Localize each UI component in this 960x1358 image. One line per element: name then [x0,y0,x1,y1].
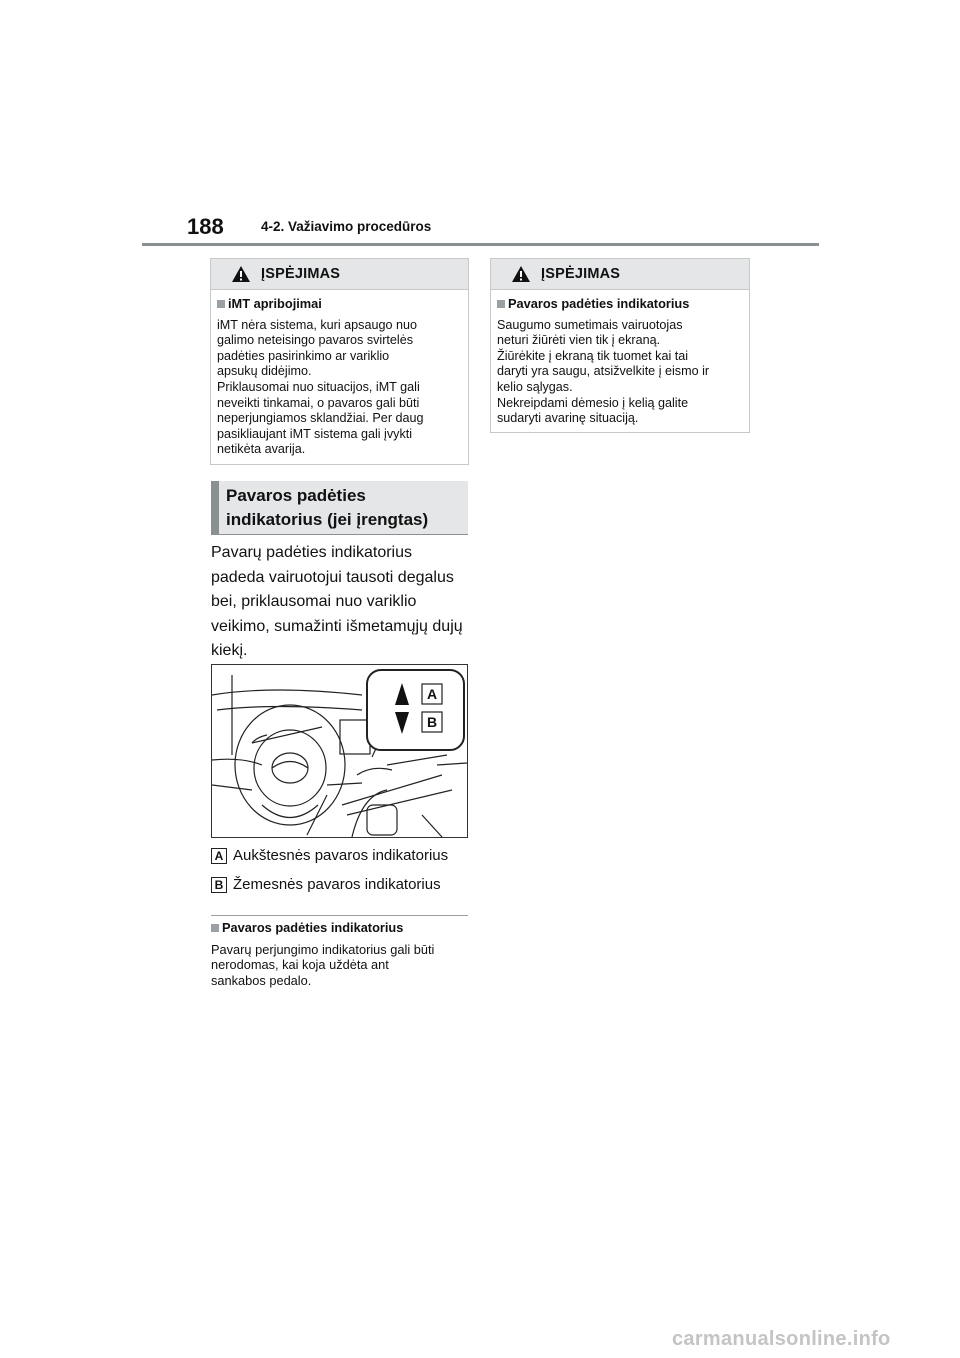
warning-title: ĮSPĖJIMAS [541,266,621,282]
warning-text: iMT nėra sistema, kuri apsaugo nuo galimo neteisingo pavaros svirtelės padėties pasirinkimo ar variklio apsukų didėjimo. Priklausomai nuo situacijos, iMT gali neveikti tinkamai, o pavaros gali būti neperjungiamos sklandžiai. Per daug pasikliaujant iMT sistema gali įvykti netikėta avarija. [217,317,424,457]
bullet-square-icon [217,300,225,308]
callout-label-a: A [426,686,438,702]
warning-triangle-icon [511,265,531,283]
warning-subtitle-text: Pavaros padėties indikatorius [508,296,690,311]
warning-subtitle [497,296,743,312]
note-block [211,920,468,988]
section-heading-text: Pavaros padėties indikatorius (jei įrengtas) [226,486,429,529]
note-divider [211,915,468,916]
warning-body [491,290,749,435]
note-title [211,920,468,936]
warning-box-imt [210,258,469,465]
legend-text-b: Žemesnės pavaros indikatorius [233,876,441,893]
warning-subtitle-text: iMT apribojimai [228,296,322,311]
section-body-text: Pavarų padėties indikatorius padeda vairuotojui tausoti degalus bei, priklausomai nuo variklio veikimo, sumažinti išmetamųjų dujų kiekį. [211,544,463,659]
legend-key-b: B [211,877,227,893]
warning-triangle-icon [231,265,251,283]
warning-subtitle [217,296,462,312]
legend-item-b [211,876,441,893]
warning-title: ĮSPĖJIMAS [261,266,341,282]
section-heading [211,481,468,535]
warning-text: Saugumo sumetimais vairuotojas neturi žiūrėti vien tik į ekraną. Žiūrėkite į ekraną tik tuomet kai tai daryti yra saugu, atsižvelkite į eismo ir kelio sąlygas. Nekreipdami dėmesio į kelią galite sudaryti avarinę situaciją. [497,317,710,426]
warning-body [211,290,468,466]
bullet-square-icon [211,924,219,932]
dashboard-illustration [211,664,468,838]
legend-key-a: A [211,848,227,864]
warning-header [211,259,468,290]
legend-text-a: Aukštesnės pavaros indikatorius [233,847,449,864]
dashboard-drawing [212,665,467,837]
warning-box-indicator [490,258,750,433]
legend-item-a [211,847,448,864]
page-number: 188 [187,214,224,239]
note-text: Pavarų perjungimo indikatorius gali būti nerodomas, kai koja uždėta ant sankabos pedalo. [211,941,435,988]
bullet-square-icon [497,300,505,308]
header-divider [142,243,819,246]
chapter-title: 4-2. Važiavimo procedūros [261,219,432,234]
warning-header [491,259,749,290]
callout-label-b: B [426,714,438,730]
note-title-text: Pavaros padėties indikatorius [222,920,404,935]
watermark-text: carmanualsonline.info [672,1328,891,1350]
